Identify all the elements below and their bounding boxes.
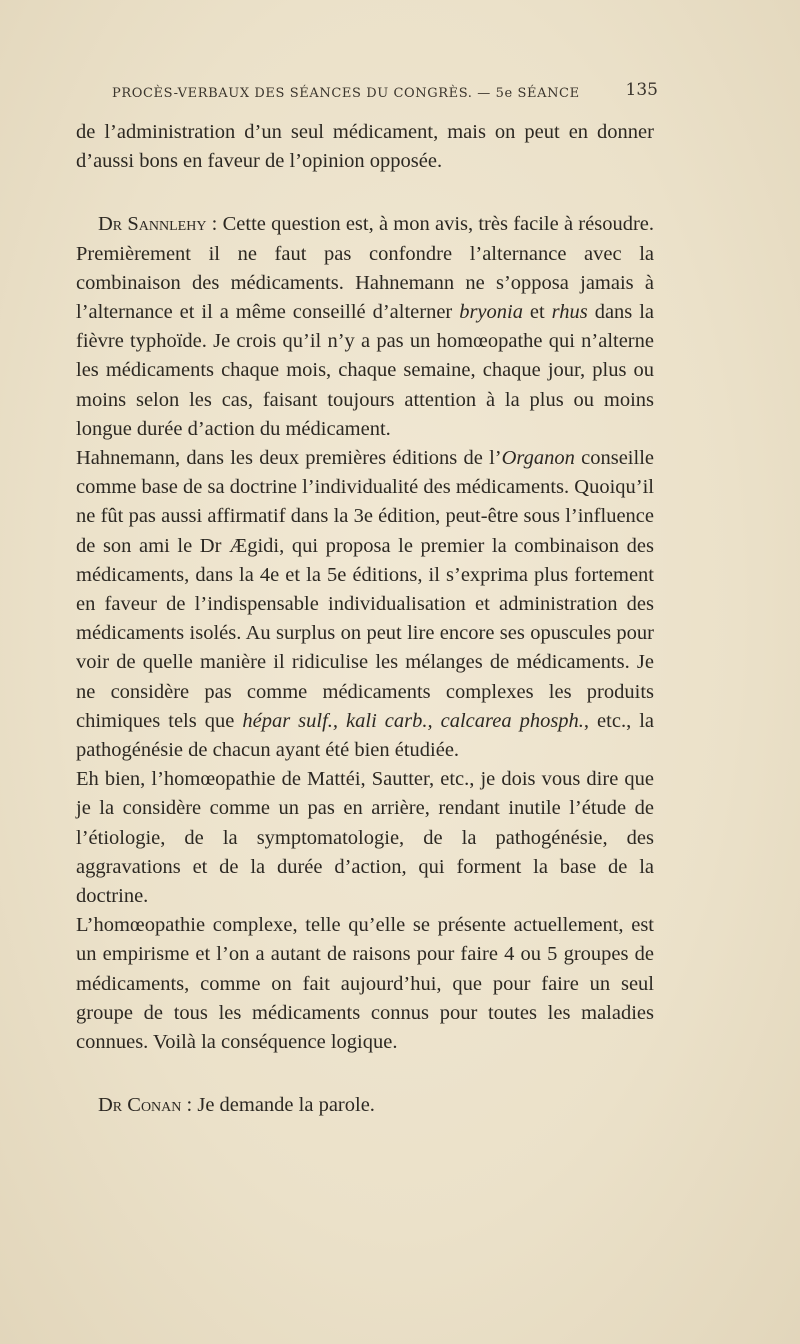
paragraph-conan	[76, 1091, 654, 1120]
text-run: conseille comme base de sa doctrine l’individualité des médicaments. Quoiqu’il ne fût pas aussi affirmatif dans la 3e édition, peut-être sous l’influence de son ami le Dr Ægidi, qui proposa le premier la combinaison des médicaments, dans la 4e et la 5e éditions, il s’exprima plus fortement en faveur de l’indispensable individualisation et administration des médicaments isolés. Au surplus on peut lire encore ses opuscules pour voir de quelle manière il ridiculise les mélanges de médicaments. Je ne considère pas comme médicaments complexes les produits chimiques tels que	[76, 447, 654, 732]
text-run: , etc., la pathogénésie de chacun ayant été bien étudiée.	[76, 709, 654, 762]
italic-term: bryonia	[459, 301, 523, 324]
text-run: : Cette question est, à mon avis, très facile à résoudre. Premièrement il ne faut pas confondre l’alternance avec la combinaison des médicaments. Hahnemann ne s’opposa jamais à l’alternance et il a même conseillé d’alterner	[76, 213, 654, 324]
paragraph-continuation: de l’administration d’un seul médicament, mais on peut en donner d’aussi bons en faveur de l’opinion opposée.	[76, 121, 654, 173]
paragraph-sannlehy	[76, 210, 654, 444]
italic-term: Organon	[501, 447, 575, 470]
speaker-name: Dr Conan	[98, 1094, 182, 1117]
page-number: 135	[625, 80, 658, 100]
text-run: : Je demande la parole.	[181, 1094, 375, 1117]
running-head: PROCÈS-VERBAUX DES SÉANCES DU CONGRÈS. — 5e SÉANCE	[112, 86, 580, 101]
paragraph-complexe: L’homœopathie complexe, telle qu’elle se présente actuellement, est un empirisme et l’on a autant de raisons pour faire 4 ou 5 groupes de médicaments, comme on fait aujourd’hui, que pour faire un seul groupe de tous les médicaments connus pour toutes les maladies connues. Voilà la conséquence logique.	[76, 914, 654, 1054]
paragraph-mattei: Eh bien, l’homœopathie de Mattéi, Sautter, etc., je dois vous dire que je la considère comme un pas en arrière, rendant inutile l’étude de l’étiologie, de la symptomatologie, de la pathogénésie, des aggravations et de la durée d’action, qui forment la base de la doctrine.	[76, 768, 654, 908]
text-run: Hahnemann, dans les deux premières éditions de l’	[76, 447, 502, 470]
body-text	[76, 118, 654, 1121]
text-run: dans la fièvre typhoïde. Je crois qu’il n’y a pas un homœopathe qui n’alterne les médicaments chaque mois, chaque semaine, chaque jour, plus ou moins selon les cas, faisant toujours attention à la plus ou moins longue durée d’action du médicament.	[76, 301, 654, 440]
italic-term: rhus	[551, 301, 588, 324]
italic-term: hépar sulf., kali carb., calcarea phosph.	[242, 709, 584, 732]
text-run: et	[522, 301, 552, 324]
page-header	[112, 80, 658, 102]
speaker-name: Dr Sannlehy	[98, 213, 207, 236]
paragraph-hahnemann	[76, 444, 654, 765]
